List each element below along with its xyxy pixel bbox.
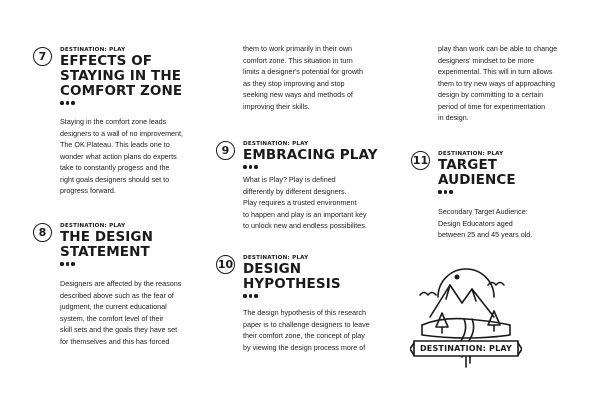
logo-banner-text: DESTINATION: PLAY	[419, 344, 513, 353]
section-heading	[60, 47, 182, 105]
dots-divider	[60, 101, 182, 105]
section-number-badge: 8	[33, 223, 52, 242]
section-heading	[438, 151, 516, 194]
section-11	[411, 151, 591, 201]
dots-divider	[60, 262, 153, 266]
section-10	[216, 255, 416, 305]
section-kicker: DESTINATION: PLAY	[60, 223, 126, 229]
dots-divider	[438, 190, 516, 194]
section-title: TARGET AUDIENCE	[438, 157, 516, 188]
section-body: What is Play? Play is defined differently by different designers. Play requires a trusted environment to happen and play is an important key to unlock new and endless possibilites.	[243, 175, 367, 230]
destination-play-logo	[410, 255, 522, 380]
section-kicker: DESTINATION: PLAY	[60, 47, 126, 53]
section-title: DESIGN HYPOTHESIS	[243, 261, 341, 292]
section-title: THE DESIGN STATEMENT	[60, 229, 153, 260]
section-number-badge: 11	[411, 151, 430, 170]
section-8	[33, 223, 233, 283]
section-10-continued: play than work can be able to change designers' mindset to be more experimental. This will in turn allows them to try new ways of approaching design by committing to a certain period of time for experimentation in design.	[438, 44, 558, 122]
dots-divider	[243, 294, 341, 298]
section-9	[216, 141, 416, 171]
section-8-continued: them to work primarily in their own comfort zone. This situation in turn limits a designer's potential for growth as they stop improving and stop seeking new ways and methods of improving their skills.	[243, 44, 364, 111]
section-kicker: DESTINATION: PLAY	[438, 151, 504, 157]
section-kicker: DESTINATION: PLAY	[243, 255, 309, 261]
section-heading	[243, 255, 341, 298]
section-number-badge: 10	[216, 255, 235, 274]
section-number-badge: 9	[216, 141, 235, 160]
section-number-badge: 7	[33, 47, 52, 66]
logo-illustration	[410, 255, 522, 380]
section-body: Designers are affected by the reasons described above such as the fear of judgment, the current educational system, the comfort level of their skill sets and the goals they have set for themselves and this has forced	[60, 279, 182, 346]
section-body: The design hypothesis of this research paper is to challenge designers to leave their comfort zone, the concept of play by viewing the design process more of	[243, 308, 370, 352]
section-body: Staying in the comfort zone leads designers to a wall of no improvement, The OK Plateau. This leads one to wonder what action plans do experts take to constantly progess and the right goals designers should set to progress forward.	[60, 117, 184, 195]
section-title: EFFECTS OF STAYING IN THE COMFORT ZONE	[60, 53, 183, 99]
dots-divider	[243, 165, 378, 169]
section-heading	[60, 223, 153, 266]
section-body: Secondary Target Audience: Design Educators aged between 25 and 45 years old.	[438, 207, 533, 239]
section-kicker: DESTINATION: PLAY	[243, 141, 309, 147]
section-heading	[243, 141, 378, 169]
section-title: EMBRACING PLAY	[243, 147, 378, 163]
